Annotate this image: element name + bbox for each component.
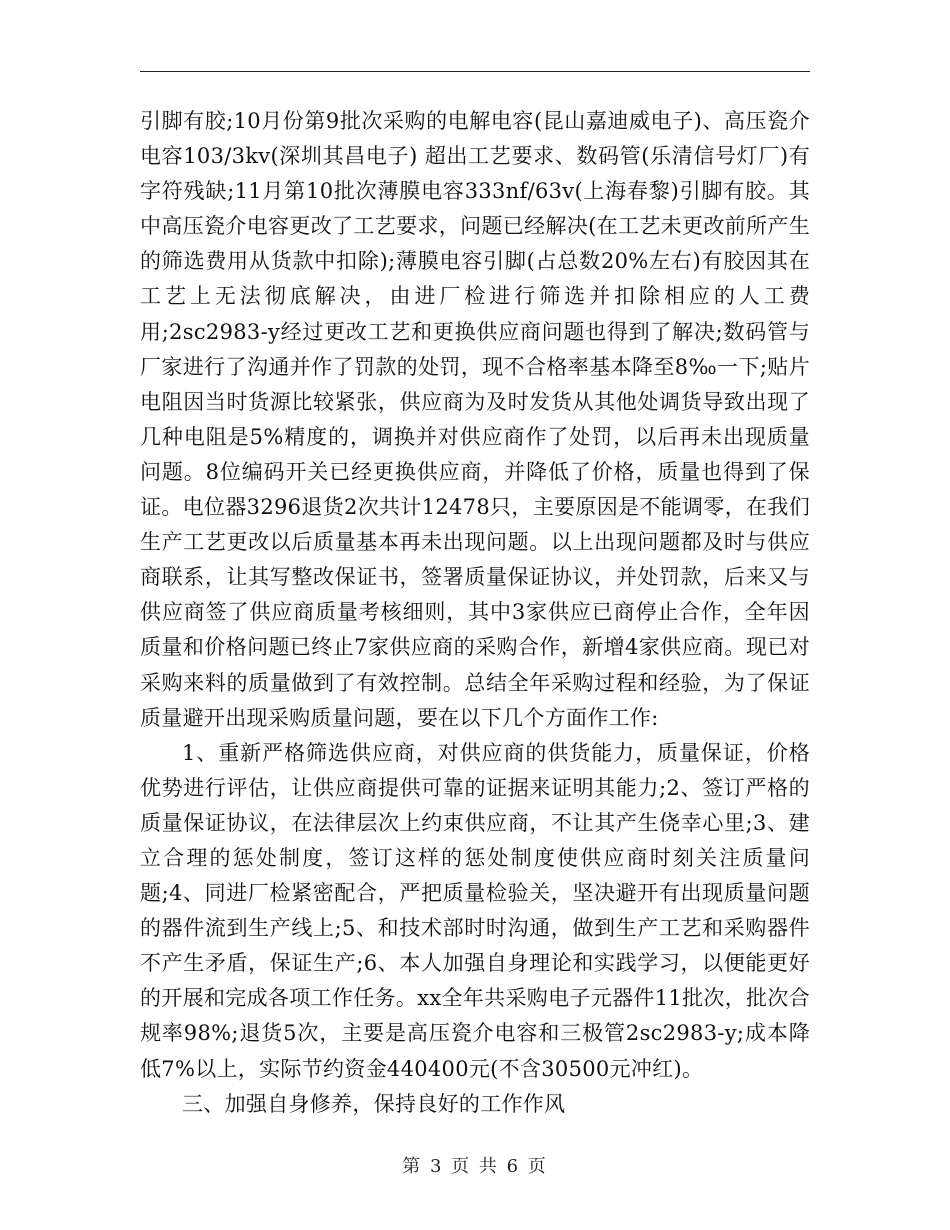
page-footer: [0, 1152, 950, 1178]
section-heading: 三、加强自身修养，保持良好的工作作风: [182, 1091, 566, 1116]
page-number: 第 3 页 共 6 页: [402, 1156, 548, 1177]
document-body: [140, 104, 810, 1122]
paragraph-2: 1、重新严格筛选供应商，对供应商的供货能力，质量保证，价格优势进行评估，让供应商提供可靠的证据来证明其能力;2、签订严格的质量保证协议，在法律层次上约束供应商，不让其产生侥幸心里;3、建立合理的惩处制度，签订这样的惩处制度使供应商时刻关注质量问题;4、同进厂检紧密配合，严把质量检验关，坚决避开有出现质量问题的器件流到生产线上;5、和技术部时时沟通，做到生产工艺和采购器件不产生矛盾，保证生产;6、本人加强自身理论和实践学习，以便能更好的开展和完成各项工作任务。xx全年共采购电子元器件11批次，批次合规率98%;退货5次，主要是高压瓷介电容和三极管2sc2983-y;成本降低7%以上，实际节约资金440400元(不含30500元冲红)。: [140, 740, 810, 1081]
paragraph-1: 引脚有胶;10月份第9批次采购的电解电容(昆山嘉迪威电子)、高压瓷介电容103/3kv(深圳其昌电子) 超出工艺要求、数码管(乐清信号灯厂)有字符残缺;11月第10批次薄膜电容333nf/63v(上海春黎)引脚有胶。其中高压瓷介电容更改了工艺要求，问题已经解决(在工艺未更改前所产生的筛选费用从货款中扣除);薄膜电容引脚(占总数20%左右)有胶因其在工艺上无法彻底解决，由进厂检进行筛选并扣除相应的人工费用;2sc2983-y经过更改工艺和更换供应商问题也得到了解决;数码管与厂家进行了沟通并作了罚款的处罚，现不合格率基本降至8‰一下;贴片电阻因当时货源比较紧张，供应商为及时发货从其他处调货导致出现了几种电阻是5%精度的，调换并对供应商作了处罚，以后再未出现质量问题。8位编码开关已经更换供应商，并降低了价格，质量也得到了保证。电位器3296退货2次共计12478只，主要原因是不能调零，在我们生产工艺更改以后质量基本再未出现问题。以上出现问题都及时与供应商联系，让其写整改保证书，签署质量保证协议，并处罚款，后来又与供应商签了供应商质量考核细则，其中3家供应已商停止合作，全年因质量和价格问题已终止7家供应商的采购合作，新增4家供应商。现已对采购来料的质量做到了有效控制。总结全年采购过程和经验，为了保证质量避开出现采购质量问题，要在以下几个方面作工作:: [140, 109, 810, 730]
header-rule: [140, 71, 810, 72]
